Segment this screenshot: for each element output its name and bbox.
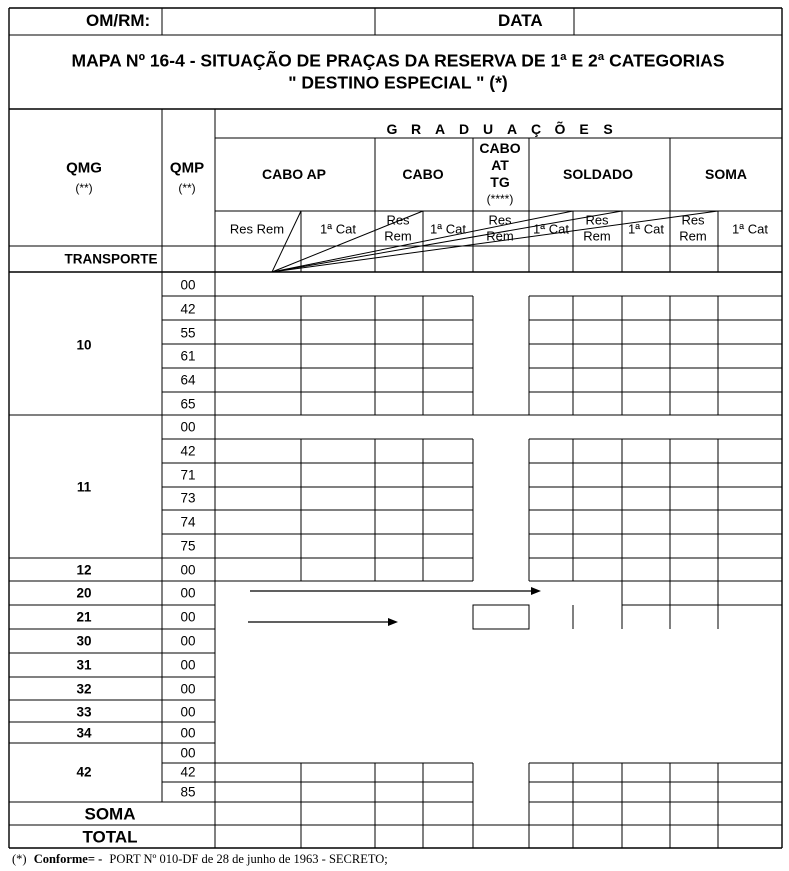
qmg-31: 31	[76, 657, 92, 673]
title-line-2: " DESTINO ESPECIAL " (*)	[288, 72, 508, 93]
cabo-at-tg-line-1: CABO	[479, 140, 521, 156]
om-rm-label: OM/RM:	[86, 11, 151, 30]
soma-header: SOMA	[705, 166, 747, 182]
graduacoes-letter: Ç	[530, 121, 542, 137]
soma-1-cat: 1ª Cat	[732, 221, 768, 237]
qmp-21-00: 00	[180, 609, 196, 625]
qmg-42: 42	[76, 764, 92, 780]
qmp-11-73: 73	[180, 490, 196, 506]
qmp-11-42: 42	[180, 443, 196, 459]
qmp-42-42: 42	[180, 764, 196, 780]
qmg-header: QMG	[66, 159, 102, 177]
qmp-11-00: 00	[180, 419, 196, 435]
soldado-1-cat-a: 1ª Cat	[533, 221, 569, 237]
footer-text: PORT Nº 010-DF de 28 de junho de 1963 - SECRETO;	[109, 852, 388, 866]
graduacoes-letter: G	[386, 121, 398, 137]
cabo-at-tg-line-2: AT	[491, 157, 509, 173]
cabo-1-cat: 1ª Cat	[430, 221, 466, 237]
soldado-1-cat-b: 1ª Cat	[628, 221, 664, 237]
graduacoes-letter: A	[506, 121, 518, 137]
cabo-ap-res-rem: Res Rem	[229, 221, 285, 237]
qmp-10-61: 61	[180, 348, 196, 364]
qmp-42-85: 85	[180, 784, 196, 800]
title-line-1: MAPA Nº 16-4 - SITUAÇÃO DE PRAÇAS DA RESERVA DE 1ª E 2ª CATEGORIAS	[71, 50, 725, 71]
soma-row-label: SOMA	[84, 804, 136, 824]
cabo-ap-header: CABO AP	[261, 166, 327, 182]
cabo-at-tg-line-3: TG	[490, 174, 510, 190]
qmp-header: QMP	[169, 159, 205, 177]
qmg-11: 11	[76, 479, 92, 495]
cabo-at-tg-res: Res	[488, 212, 512, 228]
soma-rem: Rem	[679, 228, 707, 244]
cabo-rem: Rem	[384, 228, 412, 244]
qmg-33: 33	[76, 704, 92, 720]
qmp-20-00: 00	[180, 585, 196, 601]
data-field[interactable]	[575, 10, 779, 32]
cabo-at-tg-rem: Rem	[486, 228, 514, 244]
qmp-10-64: 64	[180, 372, 196, 388]
om-rm-field[interactable]	[162, 10, 372, 32]
qmp-34-00: 00	[180, 725, 196, 741]
graduacoes-letter: U	[482, 121, 494, 137]
qmp-11-71: 71	[180, 467, 196, 483]
graduacoes-letter: A	[434, 121, 446, 137]
soldado-header: SOLDADO	[563, 166, 633, 182]
qmp-10-00: 00	[180, 277, 196, 293]
graduacoes-letter: E	[579, 121, 589, 137]
qmp-33-00: 00	[180, 704, 196, 720]
cabo-header: CABO	[402, 166, 444, 182]
qmp-32-00: 00	[180, 681, 196, 697]
qmg-12: 12	[76, 562, 92, 578]
qmp-12-00: 00	[180, 562, 196, 578]
transporte-label: TRANSPORTE	[64, 251, 158, 267]
qmp-note: (**)	[178, 181, 196, 195]
qmg-10: 10	[76, 337, 92, 353]
qmp-10-55: 55	[180, 325, 196, 341]
cabo-at-tg-note: (****)	[486, 192, 514, 206]
cabo-res: Res	[386, 212, 410, 228]
cabo-ap-1-cat: 1ª Cat	[320, 221, 356, 237]
qmp-30-00: 00	[180, 633, 196, 649]
graduacoes-letter: S	[603, 121, 613, 137]
soma-res: Res	[681, 212, 705, 228]
graduacoes-letter: Õ	[554, 121, 566, 137]
data-label: DATA	[498, 11, 543, 30]
qmg-21: 21	[76, 609, 92, 625]
qmg-32: 32	[76, 681, 92, 697]
qmg-note: (**)	[75, 181, 93, 195]
qmp-31-00: 00	[180, 657, 196, 673]
graduacoes-letter: D	[458, 121, 470, 137]
qmg-20: 20	[76, 585, 92, 601]
qmp-42-00: 00	[180, 745, 196, 761]
qmp-11-75: 75	[180, 538, 196, 554]
qmg-30: 30	[76, 633, 92, 649]
total-row-label: TOTAL	[82, 827, 138, 847]
soldado-res: Res	[585, 212, 609, 228]
soldado-rem: Rem	[583, 228, 611, 244]
qmg-34: 34	[76, 725, 92, 741]
qmp-10-42: 42	[180, 301, 196, 317]
qmp-11-74: 74	[180, 514, 196, 530]
qmp-10-65: 65	[180, 396, 196, 412]
footer-note	[12, 853, 388, 866]
footer-conforme: Conforme= -	[33, 852, 103, 866]
footer-mark: (*)	[12, 852, 27, 866]
graduacoes-letter: R	[410, 121, 422, 137]
